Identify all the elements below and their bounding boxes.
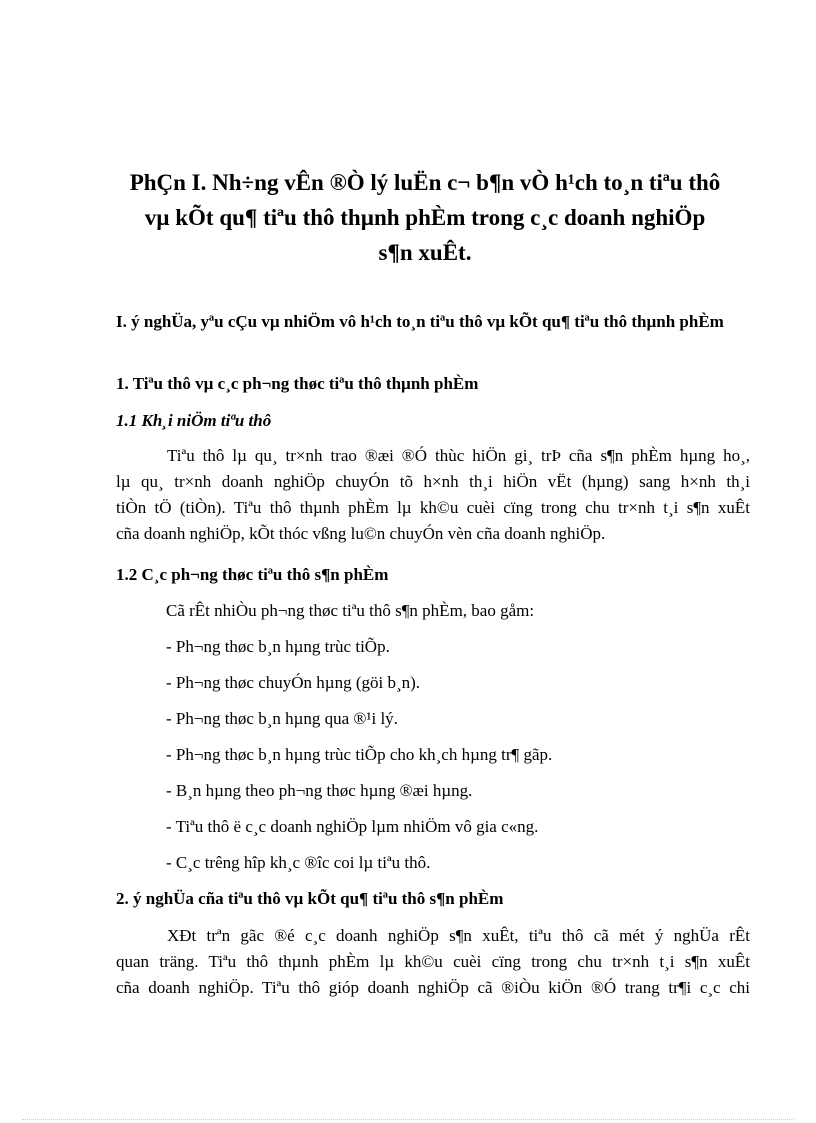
subsubsection-heading: 1.2 C¸c ph¬ng thøc tiªu thô s¶n phÈm: [116, 565, 389, 584]
title-line: s¶n xuÊt.: [378, 240, 472, 265]
list-item: - Tiªu thô ë c¸c doanh nghiÖp lµm nhiÖm vô gia c«ng.: [166, 817, 539, 836]
list-item: - Ph¬ng thøc b¸n hµng trùc tiÕp.: [166, 637, 390, 656]
page-bottom-rule: [22, 1119, 794, 1120]
list-item: - Ph¬ng thøc chuyÓn hµng (göi b¸n).: [166, 673, 421, 692]
paragraph-line: XÐt trªn gãc ®é c¸c doanh nghiÖp s¶n xuÊt, tiªu thô cã mét ý nghÜa rÊt: [167, 926, 750, 945]
title-line: vµ kÕt qu¶ tiªu thô thµnh phÈm trong c¸c doanh nghiÖp: [144, 205, 706, 230]
paragraph-line: quan träng. Tiªu thô thµnh phÈm lµ kh©u cuèi cïng trong chu tr×nh t¸i s¶n xuÊt: [116, 952, 750, 971]
title-line: PhÇn I. Nh÷ng vÊn ®Ò lý luËn c¬ b¶n vÒ h¹ch to¸n tiªu thô: [129, 170, 721, 195]
paragraph-line: cña doanh nghiÖp. Tiªu thô gióp doanh nghiÖp cã ®iÒu kiÖn ®Ó trang tr¶i c¸c chi: [116, 978, 750, 997]
paragraph-significance: [116, 923, 750, 1001]
section-heading: I. ý nghÜa, yªu cÇu vµ nhiÖm vô h¹ch to¸n tiªu thô vµ kÕt qu¶ tiªu thô thµnh phÈm: [116, 312, 724, 331]
subsection-heading: 1. Tiªu thô vµ c¸c ph¬ng thøc tiªu thô thµnh phÈm: [116, 374, 479, 393]
paragraph-intro: Cã rÊt nhiÒu ph¬ng thøc tiªu thô s¶n phÈm, bao gåm:: [166, 601, 535, 620]
list-item: - C¸c trêng hîp kh¸c ®îc coi lµ tiªu thô.: [166, 853, 431, 872]
subsubsection-heading: 1.1 Kh¸i niÖm tiªu thô: [116, 411, 272, 430]
paragraph-line: tiÒn tÖ (tiÒn). Tiªu thô thµnh phÈm lµ kh©u cuèi cïng trong chu tr×nh t¸i s¶n xuÊt: [116, 498, 750, 517]
document-title: [100, 165, 750, 270]
list-item: - B¸n hµng theo ph¬ng thøc hµng ®æi hµng.: [166, 781, 473, 800]
paragraph-line: Tiªu thô lµ qu¸ tr×nh trao ®æi ®Ó thùc hiÖn gi¸ trÞ cña s¶n phÈm hµng ho¸,: [167, 446, 750, 465]
subsection-heading: 2. ý nghÜa cña tiªu thô vµ kÕt qu¶ tiªu thô s¶n phÈm: [116, 889, 504, 908]
list-item: - Ph¬ng thøc b¸n hµng qua ®¹i lý.: [166, 709, 398, 728]
paragraph-line: cña doanh nghiÖp, kÕt thóc vßng lu©n chuyÓn vèn cña doanh nghiÖp.: [116, 524, 606, 543]
paragraph-definition: [116, 443, 750, 547]
list-item: - Ph¬ng thøc b¸n hµng trùc tiÕp cho kh¸ch hµng tr¶ gãp.: [166, 745, 553, 764]
paragraph-line: lµ qu¸ tr×nh doanh nghiÖp chuyÓn tõ h×nh th¸i hiÖn vËt (hµng) sang h×nh th¸i: [116, 472, 750, 491]
